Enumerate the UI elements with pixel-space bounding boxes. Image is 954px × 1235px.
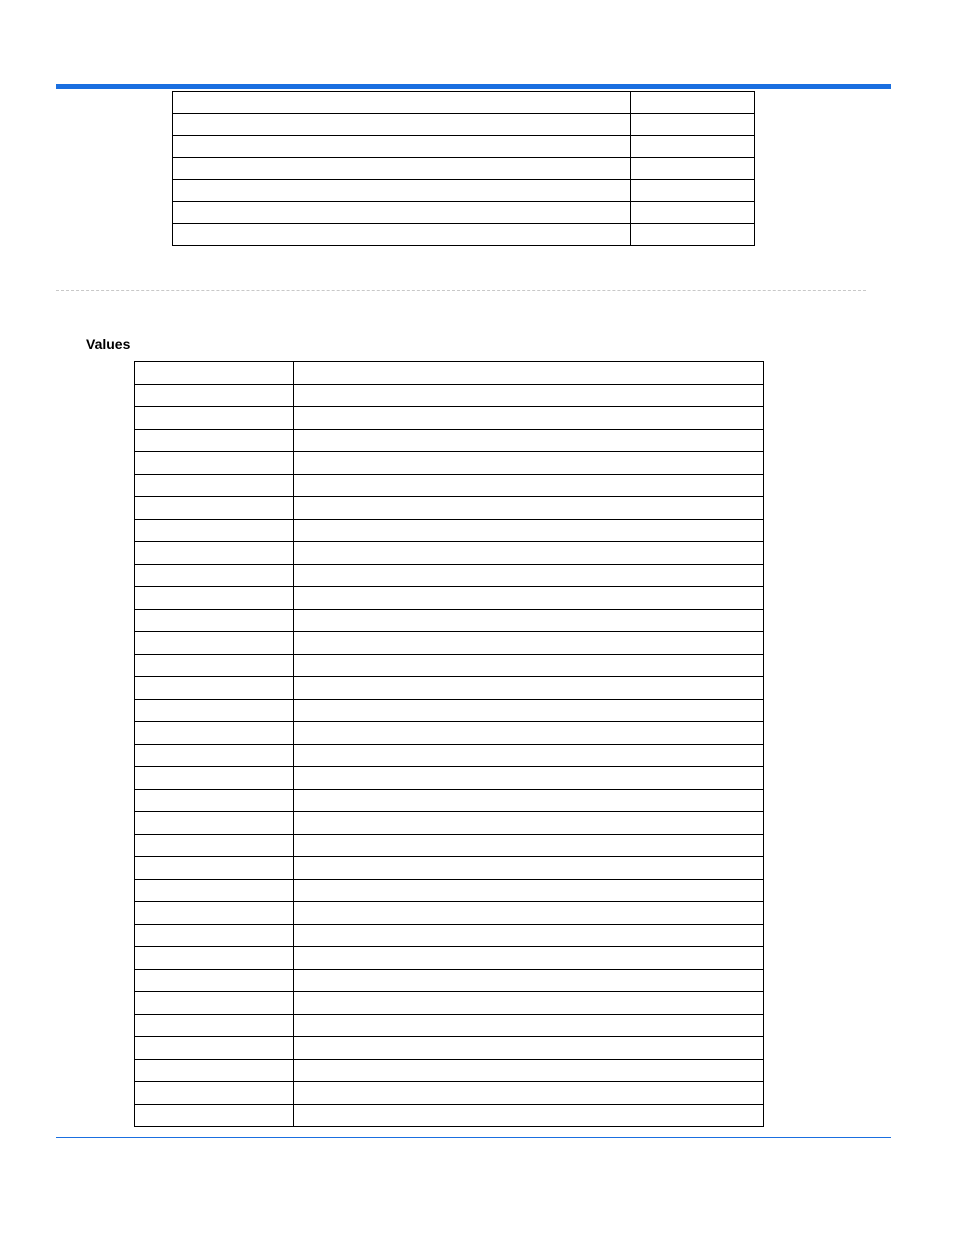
table-cell: [294, 497, 764, 520]
table-cell: [135, 1037, 294, 1060]
table-cell: [135, 902, 294, 925]
table-cell: [135, 677, 294, 700]
table-row: [135, 969, 764, 992]
table-cell: [294, 1059, 764, 1082]
table-cell: [631, 114, 755, 136]
table-cell: [135, 519, 294, 542]
table-cell: [294, 429, 764, 452]
table-cell: [135, 497, 294, 520]
top-table-body: [173, 92, 755, 246]
table-cell: [294, 699, 764, 722]
table-cell: [631, 180, 755, 202]
table-row: [135, 474, 764, 497]
table-cell: [173, 180, 631, 202]
table-cell: [135, 1104, 294, 1127]
table-cell: [294, 519, 764, 542]
table-cell: [294, 474, 764, 497]
table-cell: [294, 609, 764, 632]
table-cell: [294, 834, 764, 857]
table-row: [135, 497, 764, 520]
table-cell: [135, 654, 294, 677]
table-row: [135, 452, 764, 475]
table-cell: [135, 1014, 294, 1037]
table-row: [135, 407, 764, 430]
table-cell: [173, 136, 631, 158]
table-cell: [135, 429, 294, 452]
table-row: [135, 632, 764, 655]
table-cell: [135, 947, 294, 970]
table-cell: [135, 812, 294, 835]
table-cell: [135, 452, 294, 475]
table-row: [135, 384, 764, 407]
table-cell: [135, 407, 294, 430]
table-row: [135, 362, 764, 385]
table-cell: [173, 92, 631, 114]
table-cell: [135, 924, 294, 947]
table-row: [173, 114, 755, 136]
table-row: [135, 519, 764, 542]
table-row: [173, 136, 755, 158]
table-row: [173, 158, 755, 180]
table-cell: [294, 879, 764, 902]
table-row: [135, 744, 764, 767]
table-cell: [631, 136, 755, 158]
table-row: [135, 902, 764, 925]
table-cell: [135, 857, 294, 880]
table-cell: [135, 879, 294, 902]
table-row: [173, 92, 755, 114]
table-row: [135, 654, 764, 677]
table-cell: [135, 609, 294, 632]
table-row: [135, 767, 764, 790]
table-cell: [294, 969, 764, 992]
table-cell: [294, 1104, 764, 1127]
table-cell: [294, 1014, 764, 1037]
table-cell: [294, 564, 764, 587]
table-row: [135, 1104, 764, 1127]
table-row: [135, 429, 764, 452]
table-cell: [135, 992, 294, 1015]
table-cell: [135, 699, 294, 722]
table-cell: [294, 924, 764, 947]
table-cell: [135, 722, 294, 745]
table-row: [135, 699, 764, 722]
table-row: [135, 812, 764, 835]
table-cell: [294, 722, 764, 745]
top-table: [172, 91, 755, 246]
table-cell: [294, 452, 764, 475]
table-cell: [135, 474, 294, 497]
table-row: [173, 180, 755, 202]
table-row: [135, 677, 764, 700]
table-cell: [294, 857, 764, 880]
section-divider: [56, 290, 866, 291]
table-cell: [294, 542, 764, 565]
table-cell: [173, 114, 631, 136]
table-cell: [294, 1037, 764, 1060]
table-cell: [135, 834, 294, 857]
table-cell: [294, 407, 764, 430]
table-cell: [631, 202, 755, 224]
table-cell: [294, 587, 764, 610]
table-row: [135, 564, 764, 587]
table-cell: [135, 969, 294, 992]
table-cell: [294, 677, 764, 700]
table-row: [135, 879, 764, 902]
table-cell: [294, 789, 764, 812]
values-heading: Values: [86, 336, 131, 352]
table-row: [173, 202, 755, 224]
table-cell: [135, 1082, 294, 1105]
table-row: [173, 224, 755, 246]
table-row: [135, 587, 764, 610]
table-cell: [135, 384, 294, 407]
table-cell: [294, 992, 764, 1015]
table-row: [135, 857, 764, 880]
header-accent-bar: [56, 84, 891, 89]
table-row: [135, 609, 764, 632]
table-row: [135, 542, 764, 565]
table-cell: [135, 744, 294, 767]
table-cell: [173, 202, 631, 224]
table-cell: [631, 224, 755, 246]
table-row: [135, 1014, 764, 1037]
table-cell: [294, 632, 764, 655]
table-cell: [173, 224, 631, 246]
table-cell: [135, 789, 294, 812]
table-cell: [294, 654, 764, 677]
table-row: [135, 1037, 764, 1060]
table-cell: [135, 632, 294, 655]
values-table: [134, 361, 764, 1127]
table-cell: [631, 92, 755, 114]
table-cell: [135, 542, 294, 565]
table-cell: [294, 767, 764, 790]
table-cell: [294, 362, 764, 385]
table-cell: [135, 767, 294, 790]
table-row: [135, 1082, 764, 1105]
table-cell: [173, 158, 631, 180]
table-row: [135, 924, 764, 947]
table-row: [135, 992, 764, 1015]
table-cell: [135, 362, 294, 385]
table-row: [135, 834, 764, 857]
table-cell: [294, 1082, 764, 1105]
table-row: [135, 789, 764, 812]
table-row: [135, 1059, 764, 1082]
table-cell: [631, 158, 755, 180]
table-cell: [135, 1059, 294, 1082]
table-cell: [135, 587, 294, 610]
table-row: [135, 947, 764, 970]
table-cell: [294, 384, 764, 407]
values-table-body: [135, 362, 764, 1127]
footer-rule: [56, 1137, 891, 1138]
table-cell: [135, 564, 294, 587]
table-cell: [294, 947, 764, 970]
table-row: [135, 722, 764, 745]
table-cell: [294, 744, 764, 767]
table-cell: [294, 902, 764, 925]
table-cell: [294, 812, 764, 835]
